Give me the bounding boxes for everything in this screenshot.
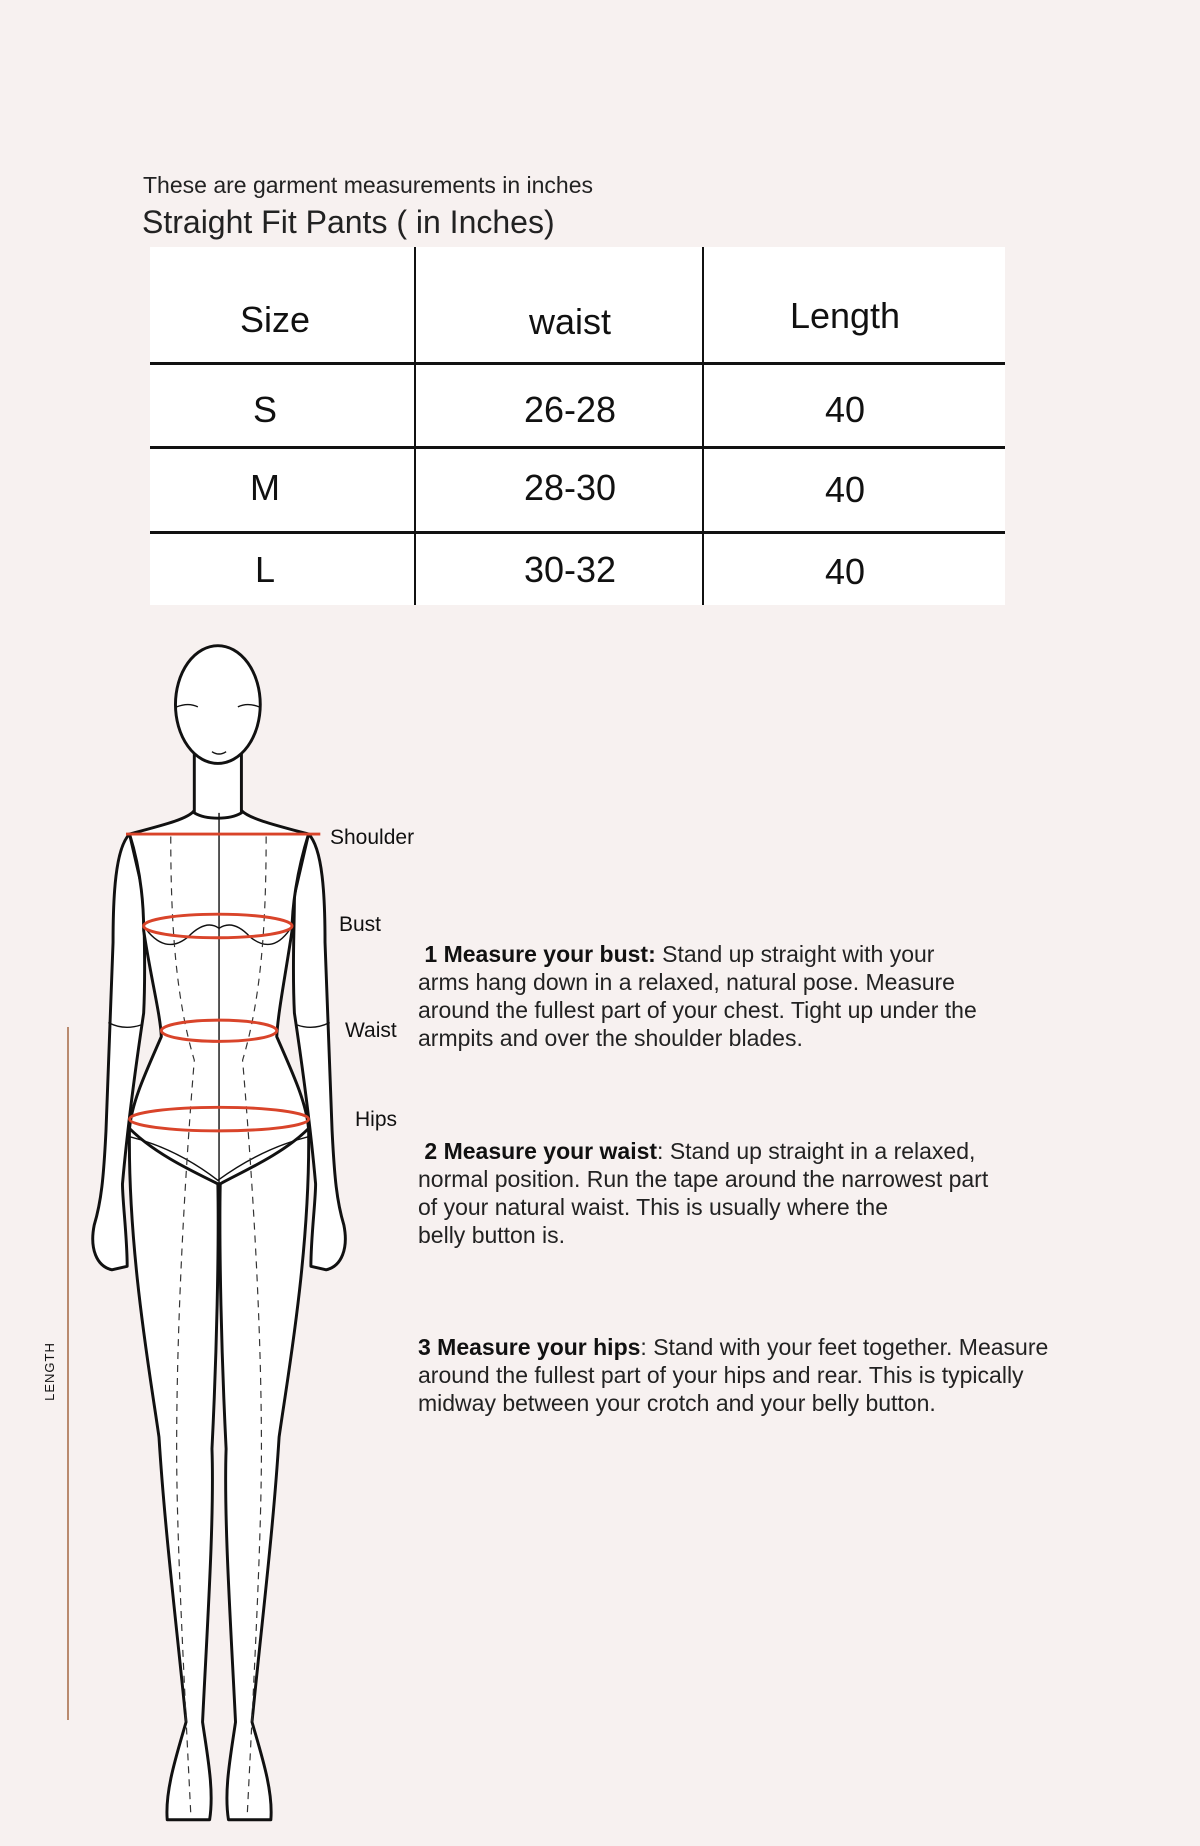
- instruction-line: armpits and over the shoulder blades.: [418, 1025, 803, 1051]
- cell-length: 40: [824, 551, 866, 592]
- length-label: LENGTH: [41, 1342, 57, 1401]
- instruction-heading: 2 Measure your waist: [424, 1138, 658, 1164]
- header-waist: waist: [528, 301, 612, 342]
- instruction-text: : Stand with your feet together. Measure: [640, 1334, 1049, 1360]
- cell-waist: 26-28: [523, 389, 617, 430]
- instruction-line: of your natural waist. This is usually where the: [418, 1194, 889, 1220]
- instruction-line: arms hang down in a relaxed, natural pose. Measure: [418, 969, 955, 995]
- instruction-text: Stand up straight with your: [655, 941, 935, 967]
- cell-length: 40: [824, 389, 866, 430]
- instruction-text: : Stand up straight in a relaxed,: [657, 1138, 976, 1164]
- cell-size: S: [252, 389, 277, 430]
- label-hips: Hips: [355, 1108, 398, 1131]
- instruction-bust: [418, 940, 1178, 1052]
- cell-length: 40: [824, 469, 866, 510]
- cell-waist: 28-30: [523, 467, 617, 508]
- instruction-hips: [418, 1333, 1178, 1417]
- instruction-line: belly button is.: [418, 1222, 566, 1248]
- label-waist: Waist: [345, 1019, 397, 1042]
- instruction-line: normal position. Run the tape around the narrowest part: [418, 1166, 989, 1192]
- header-length: Length: [789, 295, 901, 336]
- instruction-line: around the fullest part of your chest. Tight up under the: [418, 997, 977, 1023]
- garment-note: These are garment measurements in inches: [143, 172, 593, 198]
- instruction-heading: 3 Measure your hips: [418, 1334, 641, 1360]
- label-bust: Bust: [339, 913, 382, 936]
- header-size: Size: [239, 299, 311, 340]
- page-title: Straight Fit Pants ( in Inches): [142, 204, 555, 240]
- length-indicator-line: [67, 1027, 69, 1720]
- cell-waist: 30-32: [523, 549, 617, 590]
- instruction-waist: [418, 1137, 1178, 1249]
- instruction-heading: 1 Measure your bust:: [424, 941, 656, 967]
- label-shoulder: Shoulder: [330, 826, 415, 849]
- instruction-line: around the fullest part of your hips and rear. This is typically: [418, 1362, 1024, 1388]
- cell-size: M: [250, 467, 280, 508]
- instruction-line: midway between your crotch and your belly button.: [418, 1390, 936, 1416]
- cell-size: L: [254, 549, 276, 590]
